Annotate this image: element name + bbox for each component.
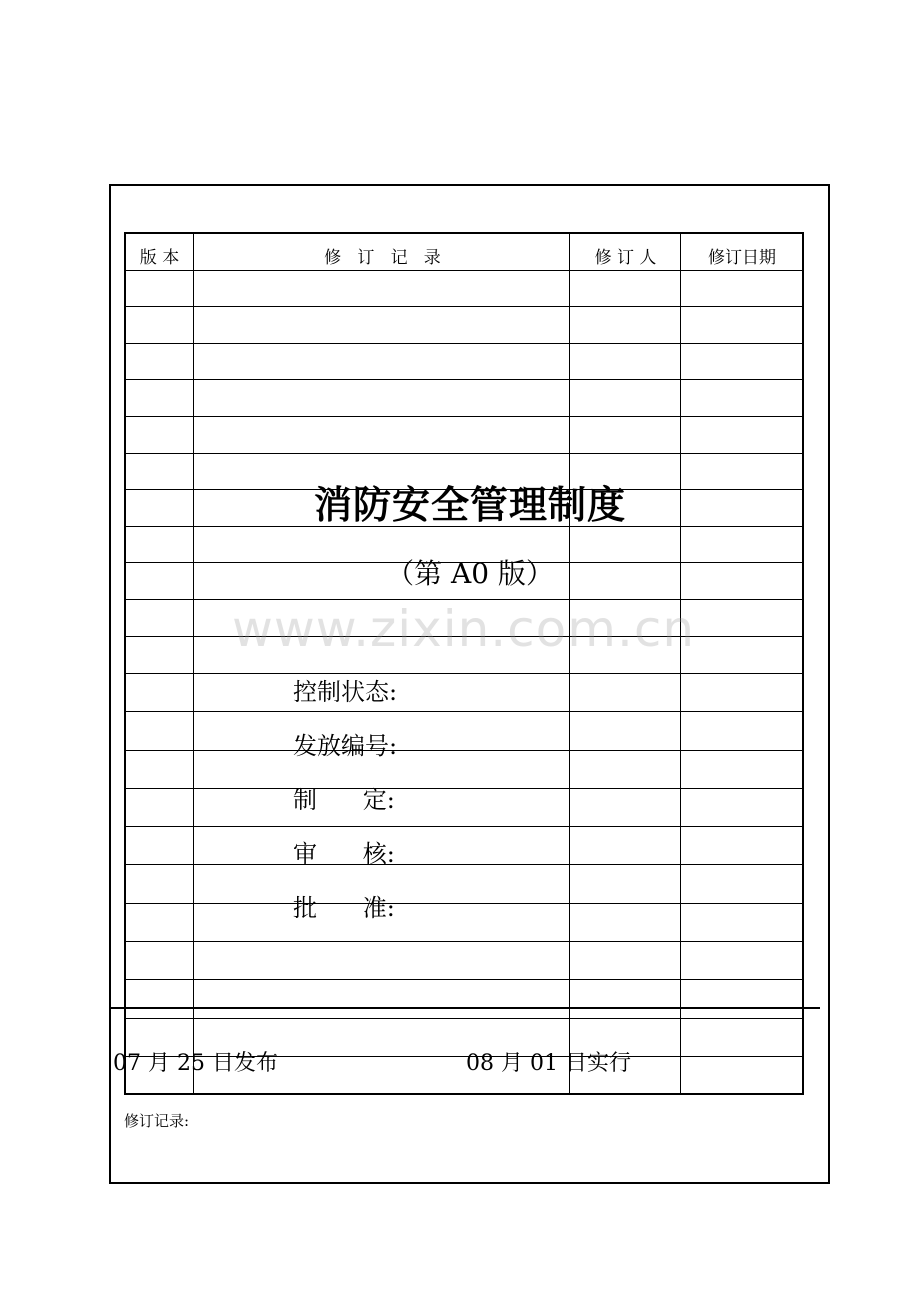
- effective-date: 08 月 01 日实行: [466, 1051, 631, 1076]
- watermark: www.zixin.com.cn: [232, 600, 696, 658]
- control-status-label: 控制状态:: [293, 678, 398, 706]
- footer-divider: [109, 1007, 820, 1009]
- revision-table: [124, 232, 804, 1095]
- issue-number-label: 发放编号:: [293, 732, 398, 760]
- header-reviser: 修 订 人: [594, 248, 657, 268]
- approved-label: 批 准:: [293, 894, 395, 922]
- header-revision-record: 修 订 记 录: [324, 248, 441, 268]
- header-revision-date: 修订日期: [708, 248, 776, 268]
- document-version: （第 A0 版）: [386, 557, 554, 590]
- revision-record-label: 修订记录:: [124, 1112, 190, 1130]
- release-date: 07 月 25 日发布: [113, 1051, 278, 1076]
- formulated-label: 制 定:: [293, 786, 395, 814]
- header-version: 版 本: [139, 248, 180, 268]
- reviewed-label: 审 核:: [293, 840, 395, 868]
- document-title: 消防安全管理制度: [313, 482, 626, 527]
